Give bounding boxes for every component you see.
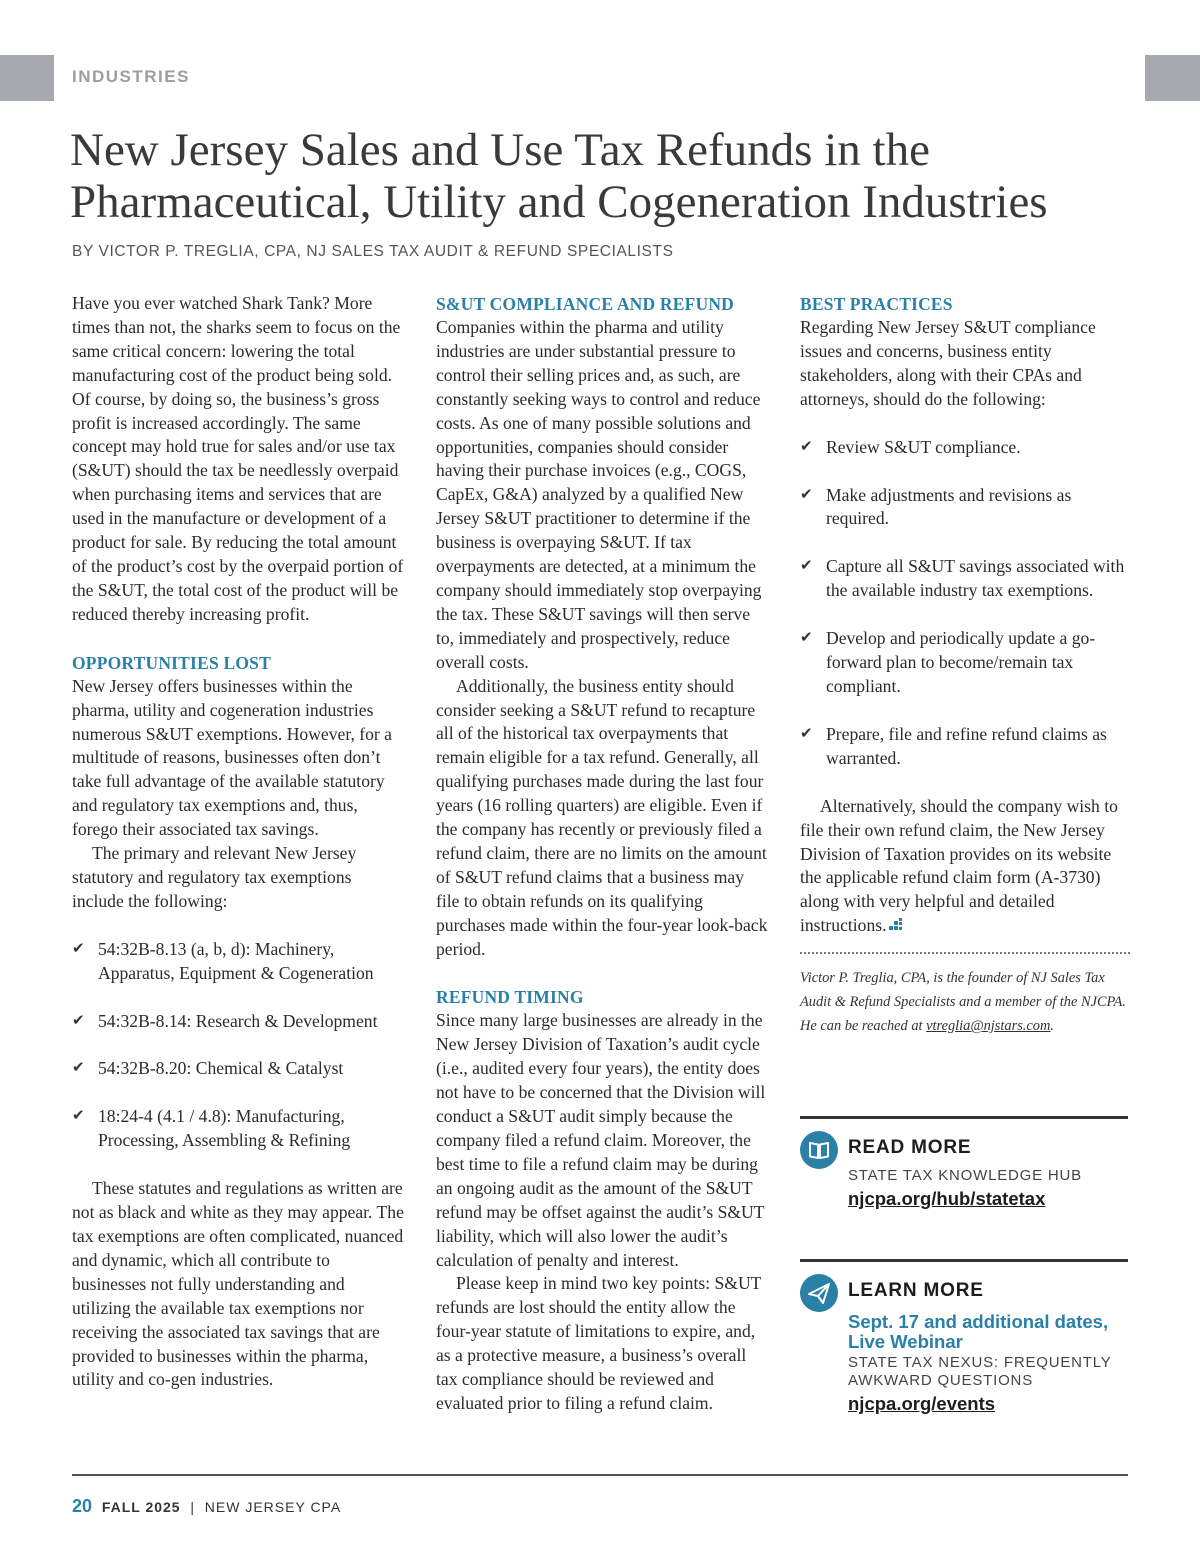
heading-opportunities-lost: OPPORTUNITIES LOST	[72, 652, 271, 673]
footer-rule	[72, 1474, 1128, 1476]
end-mark-icon	[889, 918, 903, 932]
best-practices-list	[800, 436, 1130, 771]
learn-more-date: Sept. 17 and additional dates, Live Webinar	[848, 1311, 1109, 1352]
title-line-1: New Jersey Sales and Use Tax Refunds in the	[70, 124, 930, 176]
learn-more-box	[800, 1259, 1128, 1414]
list-item: ✔ 54:32B-8.20: Chemical & Catalyst	[72, 1057, 406, 1081]
list-item: ✔ Prepare, file and refine refund claims as warranted.	[800, 723, 1107, 768]
exemptions-intro-paragraph: The primary and relevant New Jersey statutory and regulatory tax exemptions include the following:	[72, 843, 357, 911]
checkmark-icon: ✔	[72, 940, 85, 957]
issue-label: FALL 2025	[101, 1499, 181, 1515]
page-number: 20	[72, 1496, 93, 1516]
list-item: ✔ Capture all S&UT savings associated with the available industry tax exemptions.	[800, 556, 1125, 601]
checkmark-icon: ✔	[800, 558, 813, 575]
article-title	[70, 124, 1150, 228]
read-more-title: READ MORE	[848, 1137, 972, 1158]
alternative-paragraph: Alternatively, should the company wish to file their own refund claim, the New Jersey Division of Taxation provides on its website the applicable refund claim form (A-3730) along with very helpful and detailed instructions.	[800, 795, 1118, 936]
intro-paragraph: Have you ever watched Shark Tank? More times than not, the sharks seem to focus on the same critical concern: lowering the total manufacturing cost of the product being sold. Of course, by doing so, the business’s gross profit is increased accordingly. The same concept may hold true for sales and/or use tax (S&UT) should the tax be needlessly overpaid when purchasing items and services that are used in the manufacture or development of a product for sale. By reducing the total amount of the product’s cost by the overpaid portion of the S&UT, the total cost of the product will be reduced thereby increasing profit.	[72, 293, 404, 624]
heading-compliance-refund: S&UT COMPLIANCE AND REFUND	[436, 294, 735, 314]
learn-more-title: LEARN MORE	[848, 1280, 984, 1301]
heading-refund-timing: REFUND TIMING	[436, 987, 584, 1008]
checkmark-icon: ✔	[800, 486, 813, 503]
byline: BY VICTOR P. TREGLIA, CPA, NJ SALES TAX AUDIT & REFUND SPECIALISTS	[72, 243, 674, 260]
right-edge-tab	[1145, 55, 1200, 101]
checkmark-icon: ✔	[72, 1012, 85, 1029]
book-icon	[800, 1131, 838, 1169]
footer-separator: |	[190, 1499, 196, 1515]
read-more-link[interactable]: njcpa.org/hub/statetax	[848, 1188, 1046, 1209]
list-item: ✔ 54:32B-8.14: Research & Development	[72, 1010, 406, 1034]
paper-plane-icon	[800, 1274, 838, 1312]
opportunities-paragraph: New Jersey offers businesses within the pharma, utility and cogeneration industries numerous S&UT exemptions. However, for a multitude of reasons, businesses often don’t take full advantage of the available statutory and regulatory tax exemptions and, thus, forego their associated tax savings.	[72, 675, 392, 840]
heading-best-practices: BEST PRACTICES	[800, 294, 953, 314]
checkmark-icon: ✔	[800, 725, 813, 742]
read-more-text	[848, 1137, 1138, 1210]
best-practices-paragraph: Regarding New Jersey S&UT compliance issues and concerns, business entity stakeholders, along with their CPAs and attorneys, should do the following:	[800, 317, 1096, 409]
list-item: ✔ Develop and periodically update a go-forward plan to become/remain tax compliant.	[800, 628, 1096, 696]
learn-more-text	[848, 1280, 1138, 1415]
title-line-2: Pharmaceutical, Utility and Cogeneration Industries	[70, 176, 1048, 228]
list-item: ✔ 54:32B-8.13 (a, b, d): Machinery, Apparatus, Equipment & Cogeneration	[72, 938, 374, 983]
statutes-paragraph: These statutes and regulations as written are not as black and white as they may appear. The tax exemptions are often complicated, nuanced and dynamic, which all contribute to businesses not fully understanding and utilizing the available tax exemptions nor receiving the associated tax savings that are provided to businesses within the pharma, utility and co-gen industries.	[72, 1178, 404, 1390]
timing-paragraph: Since many large businesses are already in the New Jersey Division of Taxation’s audit cycle (i.e., audited every four years), the entity does not have to be concerned that the Division will conduct a S&UT audit simply because the company filed a refund claim. Moreover, the best time to file a refund claim may be during an ongoing audit as the amount of the S&UT refund may be offset against the audit’s S&UT liability, which will also lower the audit’s calculation of penalty and interest.	[436, 1010, 766, 1270]
column-2	[436, 292, 770, 1416]
column-3	[800, 292, 1130, 1038]
checkmark-icon: ✔	[800, 630, 813, 647]
column-1	[72, 292, 406, 1392]
read-more-box	[800, 1116, 1128, 1209]
author-email-link[interactable]: vtreglia@njstars.com	[926, 1018, 1051, 1035]
magazine-name: NEW JERSEY CPA	[204, 1499, 342, 1515]
checkmark-icon: ✔	[800, 438, 813, 455]
learn-more-subtitle: STATE TAX NEXUS: FREQUENTLY AWKWARD QUESTIONS	[848, 1354, 1112, 1389]
key-points-paragraph: Please keep in mind two key points: S&UT refunds are lost should the entity allow the four-year statute of limitations to expire, and, as a protective measure, a business’s overall tax compliance should be reviewed and evaluated prior to filing a refund claim.	[436, 1273, 762, 1413]
refund-paragraph: Additionally, the business entity should consider seeking a S&UT refund to recapture all of the historical tax overpayments that remain eligible for a tax refund. Generally, all qualifying purchases made during the last four years (16 rolling quarters) are eligible. Even if the company has recently or previously filed a refund claim, there are no limits on the amount of S&UT refund claims that a business may file to obtain refunds on its qualifying purchases made within the four-year look-back period.	[436, 675, 768, 959]
compliance-paragraph: Companies within the pharma and utility industries are under substantial pressure to control their selling prices and, as such, are constantly seeking ways to control and reduce costs. As one of many possible solutions and opportunities, companies should consider having their purchase invoices (e.g., COGS, CapEx, G&A) analyzed by a qualified New Jersey S&UT practitioner to determine if the business is overpaying S&UT. If tax overpayments are detected, at a minimum the company should immediately stop overpaying the tax. These S&UT savings will then serve to, immediately and prospectively, reduce overall costs.	[436, 317, 762, 672]
checkmark-icon: ✔	[72, 1108, 85, 1125]
left-edge-tab	[0, 55, 54, 101]
author-bio: Victor P. Treglia, CPA, is the founder of NJ Sales Tax Audit & Refund Specialists and a member of the NJCPA. He can be reached at vtreglia@njstars.com.	[800, 970, 1126, 1035]
list-item: ✔ 18:24-4 (4.1 / 4.8): Manufacturing, Processing, Assembling & Refining	[72, 1106, 351, 1151]
exemptions-list	[72, 938, 406, 1153]
list-item: ✔ Review S&UT compliance.	[800, 436, 1130, 460]
section-label: INDUSTRIES	[72, 67, 190, 86]
dotted-divider	[800, 952, 1130, 954]
list-item: ✔ Make adjustments and revisions as required.	[800, 484, 1072, 529]
checkmark-icon: ✔	[72, 1060, 85, 1077]
page-footer	[72, 1496, 341, 1517]
read-more-subtitle: STATE TAX KNOWLEDGE HUB	[848, 1167, 1082, 1184]
learn-more-link[interactable]: njcpa.org/events	[848, 1393, 996, 1414]
